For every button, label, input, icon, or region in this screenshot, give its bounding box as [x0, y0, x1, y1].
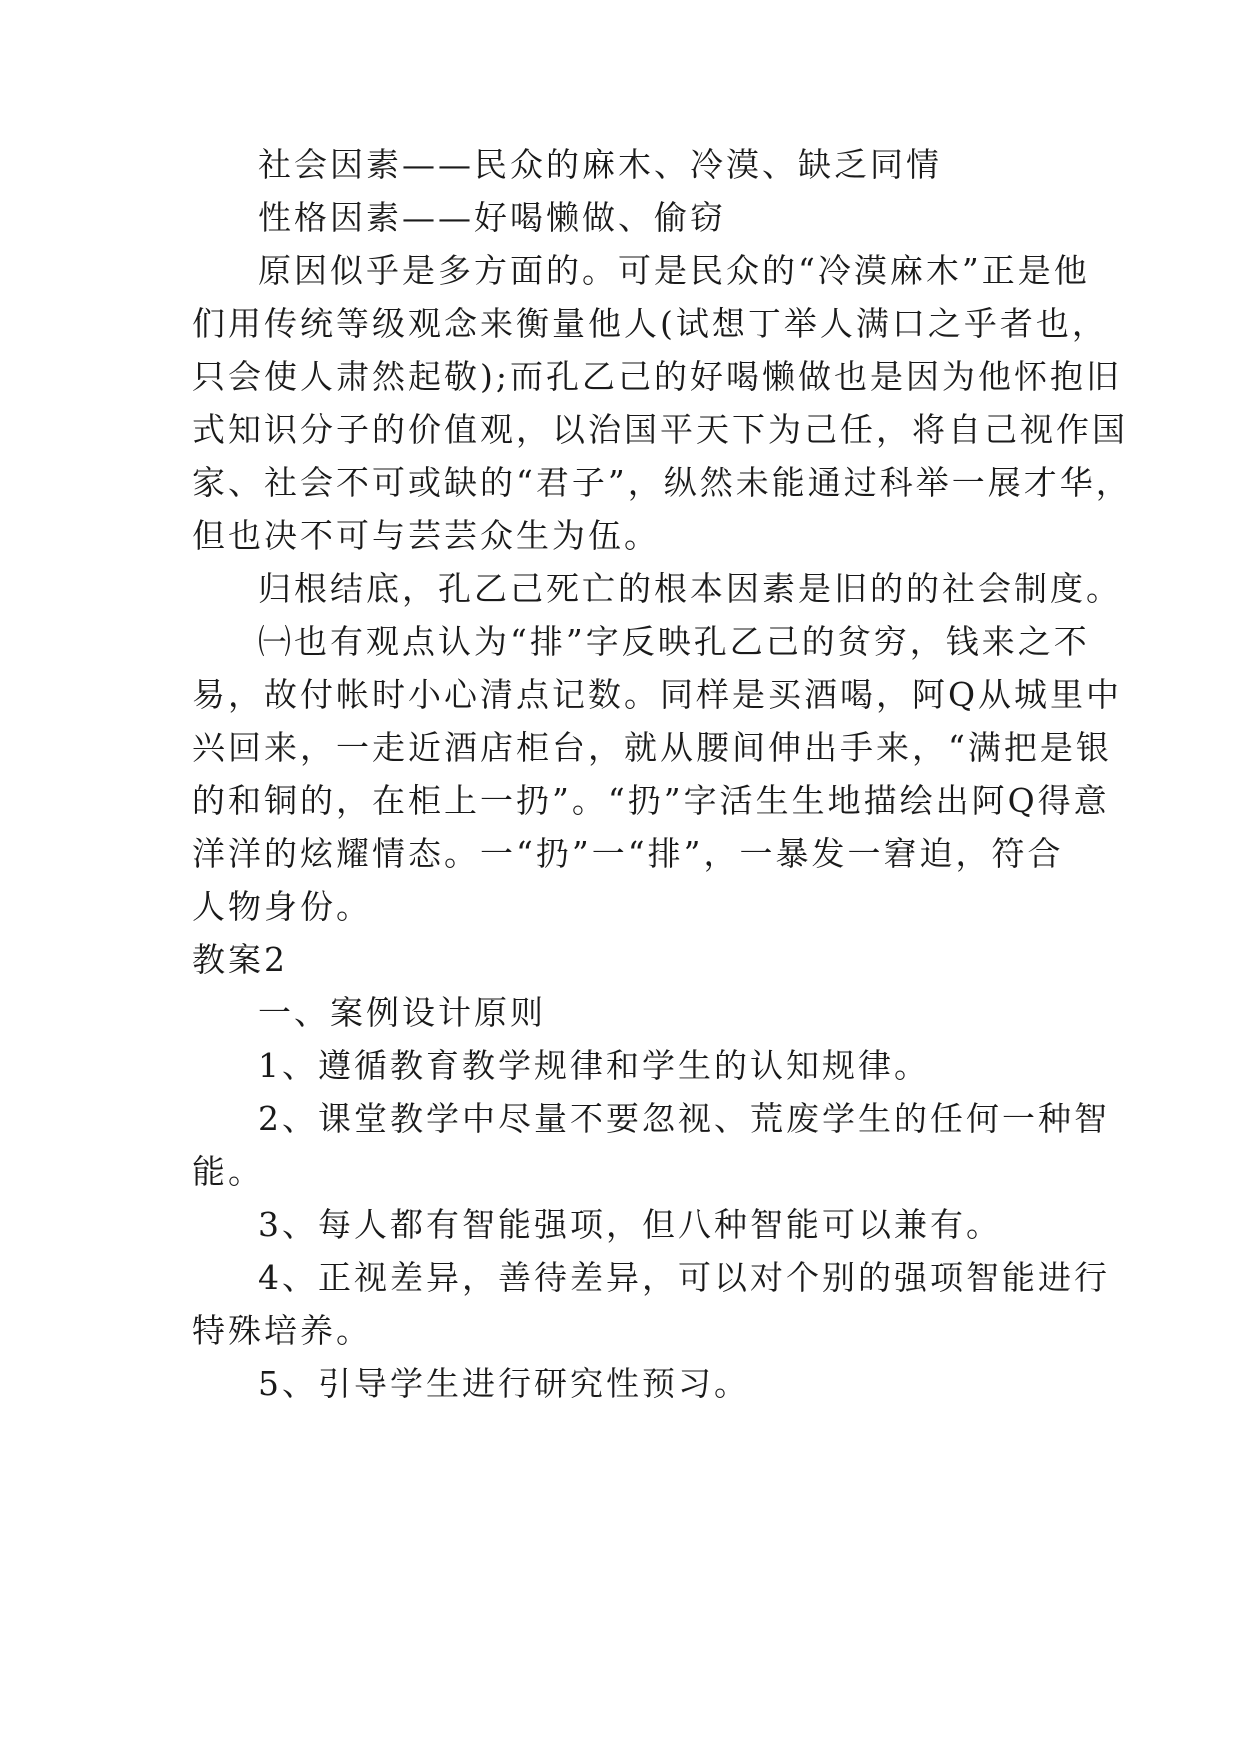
text-line-1: 社会因素——民众的麻木、冷漠、缺乏同情 — [258, 145, 942, 184]
principle-4-line-2: 特殊培养。 — [192, 1311, 372, 1350]
viewpoint-line-4: 的和铜的，在柜上一扔”。“扔”字活生生地描绘出阿Q得意 — [192, 781, 1110, 820]
viewpoint-line-3: 兴回来，一走近酒店柜台，就从腰间伸出手来，“满把是银 — [192, 728, 1112, 767]
principle-3: 3、每人都有智能强项，但八种智能可以兼有。 — [258, 1205, 1002, 1244]
viewpoint-line-5: 洋洋的炫耀情态。一“扔”一“排”，一暴发一窘迫，符合 — [192, 834, 1064, 873]
principle-5: 5、引导学生进行研究性预习。 — [258, 1364, 750, 1403]
viewpoint-line-1: ㈠也有观点认为“排”字反映孔乙己的贫穷，钱来之不 — [258, 622, 1090, 661]
text-line-2: 性格因素——好喝懒做、偷窃 — [258, 198, 726, 237]
section-heading: 教案2 — [192, 940, 288, 979]
principle-1: 1、遵循教育教学规律和学生的认知规律。 — [258, 1046, 930, 1085]
conclusion-line: 归根结底，孔乙己死亡的根本因素是旧的的社会制度。 — [258, 569, 1122, 608]
viewpoint-line-6: 人物身份。 — [192, 887, 372, 926]
paragraph-line-5: 家、社会不可或缺的“君子”，纵然未能通过科举一展才华， — [192, 463, 1132, 502]
paragraph-line-6: 但也决不可与芸芸众生为伍。 — [192, 516, 660, 555]
viewpoint-line-2: 易，故付帐时小心清点记数。同样是买酒喝，阿Q从城里中 — [192, 675, 1123, 714]
principle-2-line-1: 2、课堂教学中尽量不要忽视、荒废学生的任何一种智 — [258, 1099, 1110, 1138]
paragraph-line-3: 只会使人肃然起敬);而孔乙己的好喝懒做也是因为他怀抱旧 — [192, 357, 1122, 396]
paragraph-line-1: 原因似乎是多方面的。可是民众的“冷漠麻木”正是他 — [258, 251, 1090, 290]
subsection-heading: 一、案例设计原则 — [258, 993, 546, 1032]
principle-4-line-1: 4、正视差异，善待差异，可以对个别的强项智能进行 — [258, 1258, 1110, 1297]
paragraph-line-4: 式知识分子的价值观，以治国平天下为己任，将自己视作国 — [192, 410, 1128, 449]
principle-2-line-2: 能。 — [192, 1152, 264, 1191]
paragraph-line-2: 们用传统等级观念来衡量他人(试想丁举人满口之乎者也， — [192, 304, 1108, 343]
